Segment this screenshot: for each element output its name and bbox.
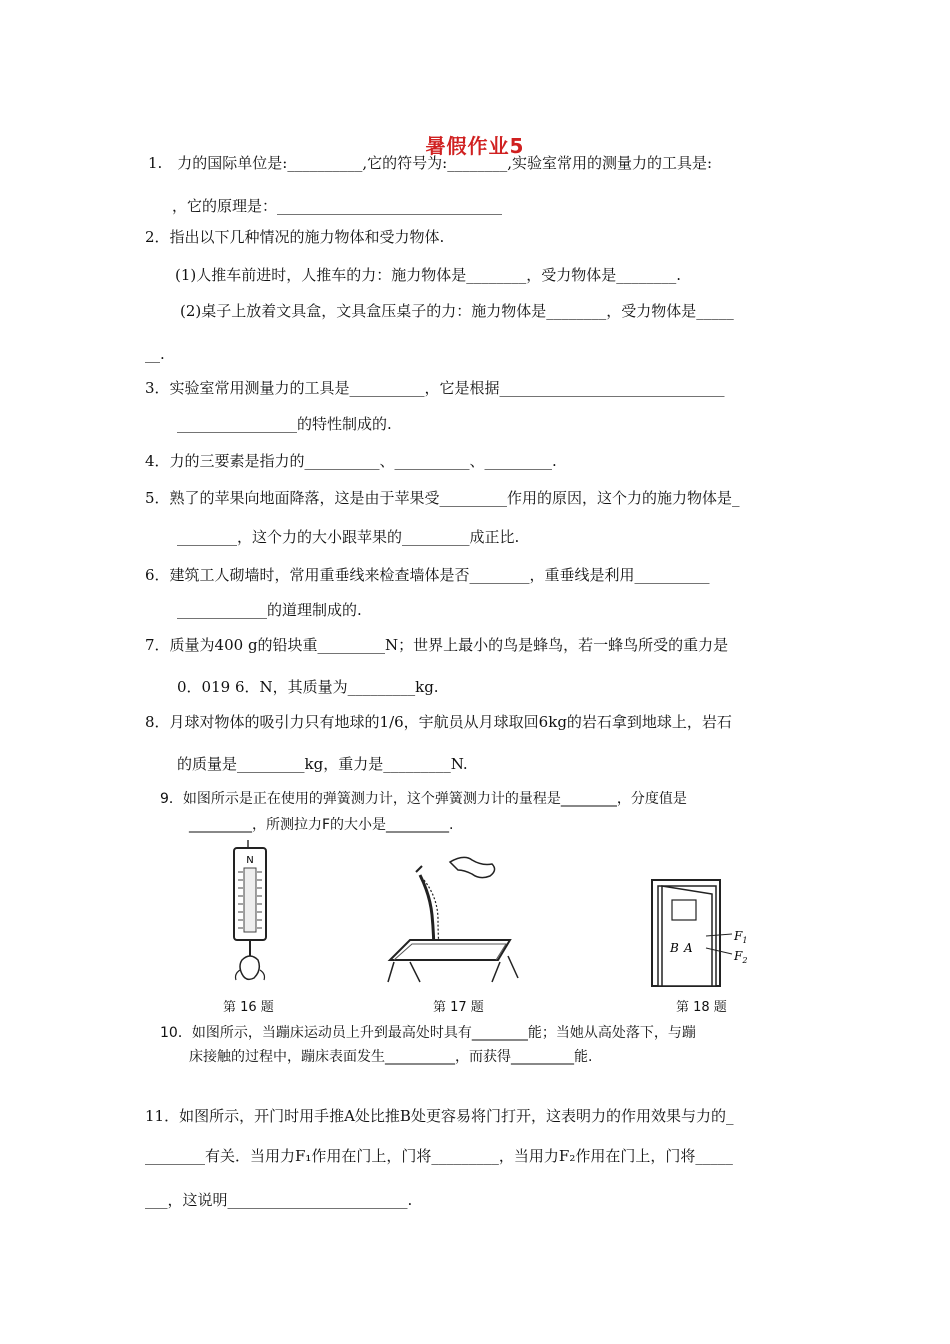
question-4-line: 4．力的三要素是指力的__________、__________、_________. [145, 452, 557, 470]
question-10-line-1: 10．如图所示，当蹦床运动员上升到最高处时具有________能；当她从高处落下，与蹦 [160, 1025, 696, 1041]
question-11-line-1: 11．如图所示，开门时用手推A处比推B处更容易将门打开，这表明力的作用效果与力的_ [145, 1107, 734, 1125]
figure-18-caption: 第 18 题 [676, 1000, 727, 1015]
question-6-line-2: ____________的道理制成的. [177, 601, 362, 619]
question-7-line-2: 0．019 6．N，其质量为_________kg. [177, 678, 439, 696]
question-8-line-2: 的质量是_________kg，重力是_________N. [177, 755, 468, 773]
question-9-line-1: 9．如图所示是正在使用的弹簧测力计，这个弹簧测力计的量程是________，分度值是 [160, 791, 687, 807]
figure-18-label-f1: F [734, 929, 743, 943]
question-1-line-2: ，它的原理是：______________________________ [172, 197, 503, 215]
figure-18-label-f2: F [734, 949, 743, 963]
figure-18-sub-2: 2 [742, 956, 748, 965]
figure-17-caption: 第 17 题 [433, 1000, 484, 1015]
question-2-item-2: (2)桌子上放着文具盒，文具盒压桌子的力：施力物体是________，受力物体是_____ [180, 302, 734, 320]
figure-17-trampoline [380, 850, 530, 990]
figure-18-door [650, 878, 770, 988]
svg-text:F1 [733, 929, 747, 945]
question-3-line-2: ________________的特性制成的. [177, 415, 392, 433]
figure-16-spring-scale [210, 838, 300, 988]
question-2-line: 2．指出以下几种情况的施力物体和受力物体. [145, 228, 445, 246]
question-7-line-1: 7．质量为400 g的铅块重_________N；世界上最小的鸟是蜂鸟，若一蜂鸟所受的重力是 [145, 636, 729, 654]
question-8-line-1: 8．月球对物体的吸引力只有地球的1/6，宇航员从月球取回6kg的岩石拿到地球上，岩石 [145, 713, 732, 731]
figure-18-label-b: B [670, 941, 679, 955]
figure-16-label-n: N [246, 855, 254, 866]
figure-16-caption: 第 16 题 [223, 1000, 274, 1015]
question-10-line-2: 床接触的过程中，蹦床表面发生__________，而获得_________能. [189, 1049, 593, 1065]
question-11-line-3: ___，这说明________________________. [145, 1191, 413, 1209]
figure-18-label-a: A [684, 941, 693, 955]
question-2-item-2-cont: __. [145, 345, 165, 363]
question-1-line-1: 1. 力的国际单位是:__________,它的符号为:________,实验室常用的测量力的工具是: [148, 154, 713, 172]
figure-18-sub-1: 1 [742, 936, 748, 945]
question-2-item-1: (1)人推车前进时，人推车的力：施力物体是________，受力物体是________. [175, 266, 682, 284]
question-9-line-2: _________，所测拉力F的大小是_________. [189, 817, 454, 833]
question-6-line-1: 6．建筑工人砌墙时，常用重垂线来检查墙体是否________，重垂线是利用__________ [145, 566, 710, 584]
page-title: 暑假作业5 [425, 134, 525, 158]
question-11-line-2: ________有关．当用力F₁作用在门上，门将_________，当用力F₂作用在门上，门将_____ [145, 1147, 733, 1165]
question-5-line-2: ________，这个力的大小跟苹果的_________成正比. [177, 528, 520, 546]
svg-text:F2 [733, 949, 747, 965]
question-3-line-1: 3．实验室常用测量力的工具是__________，它是根据______________________________ [145, 379, 725, 397]
question-5-line-1: 5．熟了的苹果向地面降落，这是由于苹果受_________作用的原因，这个力的施力物体是_ [145, 489, 740, 507]
